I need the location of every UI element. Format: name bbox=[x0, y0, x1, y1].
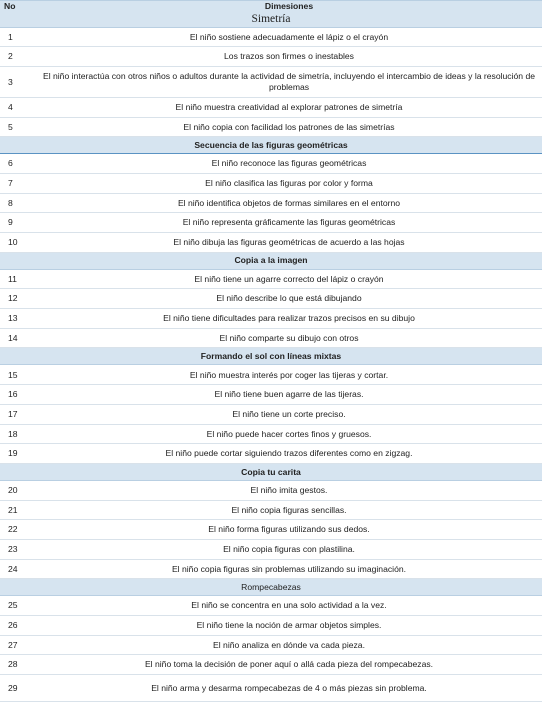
row-number: 13 bbox=[0, 309, 36, 329]
row-number: 2 bbox=[0, 47, 36, 67]
row-text: El niño muestra interés por coger las tijeras y cortar. bbox=[36, 365, 542, 385]
row-number: 6 bbox=[0, 154, 36, 174]
row-text: El niño copia figuras sencillas. bbox=[36, 500, 542, 520]
table-header bbox=[0, 1, 542, 28]
header-row bbox=[0, 1, 542, 12]
row-number: 3 bbox=[0, 66, 36, 97]
row-number: 4 bbox=[0, 97, 36, 117]
section-row bbox=[0, 463, 542, 480]
row-text: El niño sostiene adecuadamente el lápiz o el crayón bbox=[36, 27, 542, 47]
row-number: 19 bbox=[0, 444, 36, 464]
row-number: 15 bbox=[0, 365, 36, 385]
table-body bbox=[0, 27, 542, 702]
row-number: 8 bbox=[0, 193, 36, 213]
section-title-simetria: Simetría bbox=[0, 12, 542, 28]
row-number: 12 bbox=[0, 289, 36, 309]
section-title: Copia a la imagen bbox=[0, 252, 542, 269]
section-row bbox=[0, 579, 542, 596]
row-number: 22 bbox=[0, 520, 36, 540]
row-number: 16 bbox=[0, 385, 36, 405]
row-number: 25 bbox=[0, 596, 36, 616]
row-text: El niño imita gestos. bbox=[36, 480, 542, 500]
row-number: 1 bbox=[0, 27, 36, 47]
row-text: El niño dibuja las figuras geométricas de acuerdo a las hojas bbox=[36, 233, 542, 253]
row-text: El niño tiene un agarre correcto del lápiz o crayón bbox=[36, 269, 542, 289]
row-text: El niño forma figuras utilizando sus dedos. bbox=[36, 520, 542, 540]
row-number: 9 bbox=[0, 213, 36, 233]
section-title: Copia tu carita bbox=[0, 463, 542, 480]
row-text: El niño tiene un corte preciso. bbox=[36, 404, 542, 424]
row-text: El niño toma la decisión de poner aquí o allá cada pieza del rompecabezas. bbox=[36, 655, 542, 675]
row-text: Los trazos son firmes o inestables bbox=[36, 47, 542, 67]
row-text: El niño clasifica las figuras por color y forma bbox=[36, 173, 542, 193]
row-text: El niño analiza en dónde va cada pieza. bbox=[36, 635, 542, 655]
row-number: 10 bbox=[0, 233, 36, 253]
row-text: El niño copia con facilidad los patrones de las simetrías bbox=[36, 117, 542, 137]
row-number: 18 bbox=[0, 424, 36, 444]
row-number: 7 bbox=[0, 173, 36, 193]
row-number: 14 bbox=[0, 328, 36, 348]
row-text: El niño tiene buen agarre de las tijeras. bbox=[36, 385, 542, 405]
row-number: 24 bbox=[0, 559, 36, 579]
section-title: Formando el sol con líneas mixtas bbox=[0, 348, 542, 365]
section-title: Rompecabezas bbox=[0, 579, 542, 596]
row-text: El niño tiene la noción de armar objetos simples. bbox=[36, 616, 542, 636]
row-number: 5 bbox=[0, 117, 36, 137]
row-text: El niño arma y desarma rompecabezas de 4 o más piezas sin problema. bbox=[36, 675, 542, 702]
row-text: El niño identifica objetos de formas similares en el entorno bbox=[36, 193, 542, 213]
row-text: El niño reconoce las figuras geométricas bbox=[36, 154, 542, 174]
row-number: 11 bbox=[0, 269, 36, 289]
row-number: 17 bbox=[0, 404, 36, 424]
row-text: El niño puede cortar siguiendo trazos diferentes como en zigzag. bbox=[36, 444, 542, 464]
row-number: 26 bbox=[0, 616, 36, 636]
row-text: El niño copia figuras con plastilina. bbox=[36, 539, 542, 559]
section-row bbox=[0, 348, 542, 365]
section-row bbox=[0, 137, 542, 154]
row-number: 28 bbox=[0, 655, 36, 675]
row-text: El niño describe lo que está dibujando bbox=[36, 289, 542, 309]
row-number: 29 bbox=[0, 675, 36, 702]
header-no: No bbox=[0, 1, 36, 12]
row-number: 21 bbox=[0, 500, 36, 520]
header-subtitle-row bbox=[0, 12, 542, 28]
row-text: El niño puede hacer cortes finos y gruesos. bbox=[36, 424, 542, 444]
header-dimensiones: Dimesiones bbox=[36, 1, 542, 12]
section-title: Secuencia de las figuras geométricas bbox=[0, 137, 542, 154]
row-text: El niño muestra creatividad al explorar patrones de simetría bbox=[36, 97, 542, 117]
row-number: 27 bbox=[0, 635, 36, 655]
row-text: El niño se concentra en una solo actividad a la vez. bbox=[36, 596, 542, 616]
row-text: El niño representa gráficamente las figuras geométricas bbox=[36, 213, 542, 233]
row-text: El niño tiene dificultades para realizar trazos precisos en su dibujo bbox=[36, 309, 542, 329]
section-row bbox=[0, 252, 542, 269]
row-number: 23 bbox=[0, 539, 36, 559]
row-number: 20 bbox=[0, 480, 36, 500]
row-text: El niño copia figuras sin problemas utilizando su imaginación. bbox=[36, 559, 542, 579]
row-text: El niño interactúa con otros niños o adultos durante la actividad de simetría, incluyendo el intercambio de ideas y la resolución de problemas bbox=[36, 66, 542, 97]
row-text: El niño comparte su dibujo con otros bbox=[36, 328, 542, 348]
